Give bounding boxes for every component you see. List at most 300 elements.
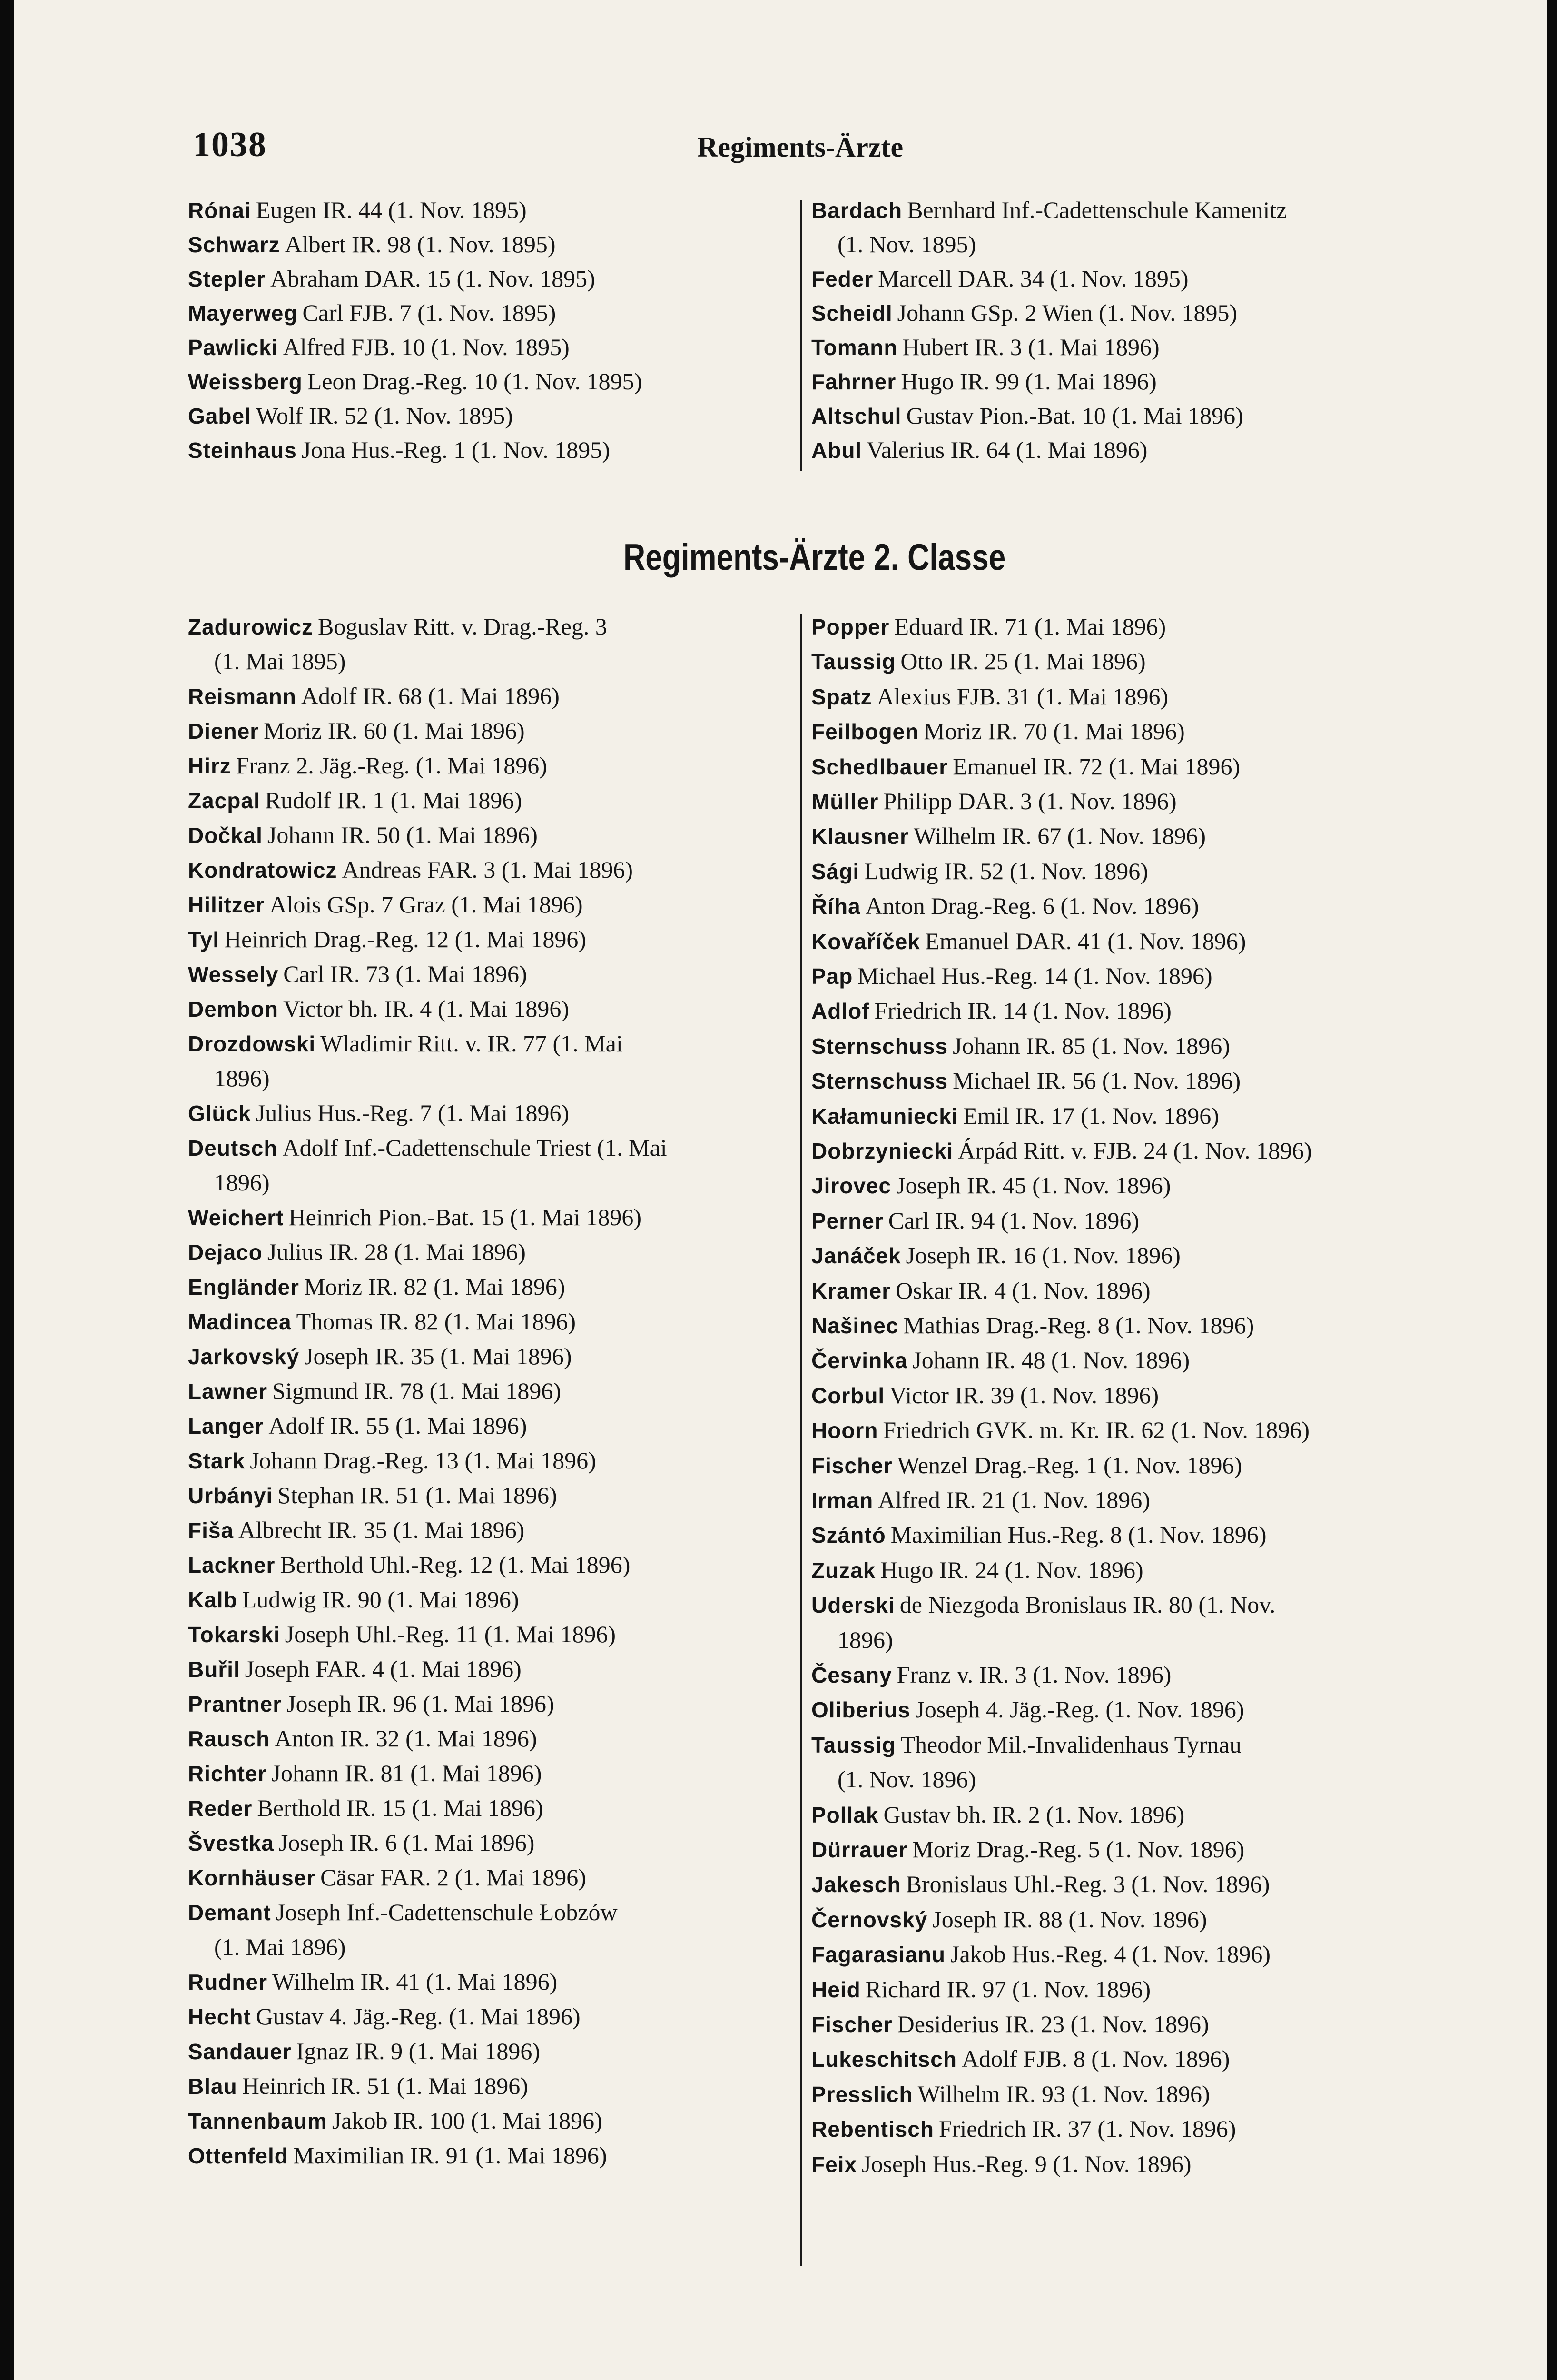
top-column-divider <box>800 200 802 471</box>
entry-details: Adolf IR. 68 (1. Mai 1896) <box>301 683 560 709</box>
entry-details: Wilhelm IR. 67 (1. Nov. 1896) <box>913 823 1206 850</box>
list-item <box>188 1828 534 1858</box>
surname: Spatz <box>811 684 872 709</box>
list-item <box>188 1515 524 1545</box>
surname: Dürrauer <box>811 1837 908 1862</box>
surname: Jakesch <box>811 1872 901 1897</box>
list-item <box>811 1660 1171 1690</box>
surname: Hilitzer <box>188 892 265 917</box>
surname: Klausner <box>811 824 909 849</box>
surname: Madincea <box>188 1309 292 1334</box>
entry-details: Moriz IR. 70 (1. Mai 1896) <box>924 718 1185 745</box>
list-item <box>811 264 1188 294</box>
top-right-column <box>811 195 1520 481</box>
list-item <box>811 1904 1207 1934</box>
list-item <box>811 1590 1275 1620</box>
top-left-column <box>188 195 797 481</box>
surname: Adlof <box>811 999 870 1024</box>
surname: Reder <box>188 1796 253 1821</box>
list-item <box>188 1689 554 1719</box>
list-item <box>188 1724 537 1754</box>
entry-details: Gustav 4. Jäg.-Reg. (1. Mai 1896) <box>256 2003 581 2030</box>
surname: Červinka <box>811 1348 908 1373</box>
surname: Zadurowicz <box>188 615 314 639</box>
surname: Dobrzyniecki <box>811 1139 954 1163</box>
entry-details: (1. Nov. 1896) <box>838 1766 976 1793</box>
surname: Rónai <box>188 198 251 223</box>
list-item <box>188 2106 602 2136</box>
entry-details: Carl IR. 73 (1. Mai 1896) <box>283 961 527 987</box>
surname: Abul <box>811 438 862 463</box>
entry-details: Joseph IR. 16 (1. Nov. 1896) <box>906 1242 1181 1269</box>
list-item <box>811 332 1160 362</box>
list-item <box>811 1869 1270 1899</box>
surname: Tokarski <box>188 1622 280 1647</box>
list-item <box>811 1974 1151 2004</box>
surname: Heid <box>811 1977 861 2002</box>
list-item <box>811 926 1246 956</box>
surname: Lukeschitsch <box>811 2047 957 2072</box>
entry-details: Alois GSp. 7 Graz (1. Mai 1896) <box>269 891 583 918</box>
surname: Pollak <box>811 1802 879 1827</box>
surname: Feilbogen <box>811 719 919 744</box>
entry-details: 1896) <box>214 1169 270 1196</box>
surname: Tyl <box>188 927 220 952</box>
list-item <box>188 994 569 1024</box>
entry-details: Jakob IR. 100 (1. Mai 1896) <box>332 2107 602 2134</box>
entry-details: Abraham DAR. 15 (1. Nov. 1895) <box>270 265 595 292</box>
surname: Lawner <box>188 1379 268 1404</box>
list-item <box>188 1446 596 1476</box>
entry-details: Rudolf IR. 1 (1. Mai 1896) <box>265 787 522 813</box>
entry-details: Joseph IR. 88 (1. Nov. 1896) <box>932 1905 1207 1933</box>
surname: Jirovec <box>811 1173 892 1199</box>
entry-details: Emil IR. 17 (1. Nov. 1896) <box>963 1102 1219 1129</box>
list-item <box>811 1450 1242 1480</box>
entry-details: Michael Hus.-Reg. 14 (1. Nov. 1896) <box>857 962 1212 989</box>
surname: Janáček <box>811 1243 901 1269</box>
entry-details: Hubert IR. 3 (1. Mai 1896) <box>902 334 1160 360</box>
running-title: Regiments-Ärzte <box>697 131 904 163</box>
surname: Scheidl <box>811 301 893 326</box>
entry-details: Johann GSp. 2 Wien (1. Nov. 1895) <box>897 299 1238 326</box>
entry-details: Ludwig IR. 52 (1. Nov. 1896) <box>864 857 1148 884</box>
list-item <box>811 435 1147 465</box>
surname: Fahrner <box>811 369 897 394</box>
entry-details: Wilhelm IR. 93 (1. Nov. 1896) <box>917 2080 1210 2107</box>
entry-details: Wilhelm IR. 41 (1. Mai 1896) <box>272 1968 558 1995</box>
list-item <box>188 1133 667 1163</box>
surname: Sandauer <box>188 2039 292 2064</box>
list-item <box>188 890 583 920</box>
entry-details: (1. Mai 1896) <box>214 1934 346 1960</box>
list-item <box>188 264 595 294</box>
entry-details: de Niezgoda Bronislaus IR. 80 (1. Nov. <box>899 1591 1276 1618</box>
list-item-continuation <box>811 1625 893 1655</box>
list-item <box>811 1380 1159 1410</box>
surname: Dejaco <box>188 1240 263 1265</box>
list-item <box>188 1897 618 1927</box>
surname: Perner <box>811 1208 884 1233</box>
entry-details: Julius IR. 28 (1. Mai 1896) <box>267 1239 526 1265</box>
list-item <box>811 1310 1254 1340</box>
surname: Lackner <box>188 1553 276 1577</box>
entry-details: Victor IR. 39 (1. Nov. 1896) <box>889 1381 1159 1408</box>
list-item <box>811 752 1240 782</box>
surname: Tannenbaum <box>188 2109 327 2133</box>
list-item <box>188 2002 581 2032</box>
entry-details: Moriz IR. 82 (1. Mai 1896) <box>304 1273 565 1300</box>
list-item <box>811 786 1177 816</box>
entry-details: 1896) <box>214 1065 270 1091</box>
entry-details: 1896) <box>838 1626 893 1653</box>
surname: Fiša <box>188 1518 234 1543</box>
list-item <box>188 1341 572 1371</box>
list-item <box>811 298 1237 328</box>
entry-details: Emanuel IR. 72 (1. Mai 1896) <box>953 753 1241 780</box>
list-item <box>811 1730 1242 1760</box>
left-column <box>188 612 797 2278</box>
entry-details: Moriz IR. 60 (1. Mai 1896) <box>264 717 525 744</box>
surname: Sternschuss <box>811 1033 948 1059</box>
entry-details: Heinrich Drag.-Reg. 12 (1. Mai 1896) <box>224 926 586 952</box>
entry-details: Andreas FAR. 3 (1. Mai 1896) <box>342 856 633 883</box>
list-item-continuation <box>188 1063 270 1093</box>
list-item <box>811 716 1185 746</box>
surname: Demant <box>188 1900 271 1925</box>
entry-details: Joseph FAR. 4 (1. Mai 1896) <box>245 1656 522 1682</box>
list-item <box>811 1240 1181 1270</box>
list-item <box>188 1307 576 1337</box>
entry-details: Ignaz IR. 9 (1. Mai 1896) <box>296 2038 541 2064</box>
surname: Kovaříček <box>811 929 920 954</box>
surname: Rudner <box>188 1970 267 1994</box>
list-item <box>811 2079 1210 2109</box>
surname: Blau <box>188 2074 237 2099</box>
entry-details: Adolf IR. 55 (1. Mai 1896) <box>268 1412 527 1439</box>
list-item <box>811 2009 1209 2039</box>
entry-details: Gustav Pion.-Bat. 10 (1. Mai 1896) <box>906 402 1243 429</box>
surname: Corbul <box>811 1383 885 1408</box>
entry-details: Joseph Inf.-Cadettenschule Łobzów <box>276 1899 618 1925</box>
entry-details: Michael IR. 56 (1. Nov. 1896) <box>953 1067 1241 1094</box>
entry-details: Wolf IR. 52 (1. Nov. 1895) <box>256 402 513 429</box>
entry-details: Alfred IR. 21 (1. Nov. 1896) <box>878 1487 1150 1513</box>
list-item <box>188 1654 522 1684</box>
list-item <box>188 855 633 885</box>
surname: Hecht <box>188 2004 251 2029</box>
surname: Ottenfeld <box>188 2143 288 2168</box>
list-item <box>811 821 1206 851</box>
entry-details: Emanuel DAR. 41 (1. Nov. 1896) <box>925 927 1246 954</box>
list-item <box>811 1066 1241 1096</box>
surname: Szántó <box>811 1523 886 1548</box>
surname: Popper <box>811 615 890 639</box>
list-item <box>188 435 610 465</box>
surname: Pap <box>811 964 853 989</box>
list-item <box>811 1170 1171 1200</box>
list-item <box>188 1411 527 1441</box>
entry-details: Maximilian IR. 91 (1. Mai 1896) <box>293 2142 607 2169</box>
surname: Diener <box>188 719 259 744</box>
entry-details: Johann Drag.-Reg. 13 (1. Mai 1896) <box>250 1447 596 1474</box>
surname: Fagarasianu <box>811 1942 946 1967</box>
list-item <box>811 996 1172 1026</box>
surname: Taussig <box>811 1732 896 1757</box>
list-item <box>811 961 1212 991</box>
list-item <box>811 1206 1139 1236</box>
entry-details: Johann IR. 50 (1. Mai 1896) <box>267 822 538 848</box>
page-number: 1038 <box>193 125 267 164</box>
list-item <box>188 924 586 954</box>
entry-details: Valerius IR. 64 (1. Mai 1896) <box>867 436 1148 463</box>
entry-details: Anton IR. 32 (1. Mai 1896) <box>275 1725 537 1752</box>
list-item <box>811 1485 1150 1515</box>
surname: Deutsch <box>188 1136 278 1160</box>
entry-details: Bernhard Inf.-Cadettenschule Kamenitz <box>907 197 1287 223</box>
list-item <box>811 1415 1310 1445</box>
entry-details: Cäsar FAR. 2 (1. Mai 1896) <box>320 1864 586 1891</box>
entry-details: Wenzel Drag.-Reg. 1 (1. Nov. 1896) <box>897 1451 1242 1478</box>
list-item <box>188 1098 569 1128</box>
list-item <box>811 1555 1143 1585</box>
entry-details: Victor bh. IR. 4 (1. Mai 1896) <box>283 995 570 1022</box>
surname: Tomann <box>811 335 898 360</box>
list-item <box>188 2071 528 2101</box>
surname: Kondratowicz <box>188 858 337 883</box>
surname: Stepler <box>188 267 266 291</box>
surname: Hirz <box>188 754 231 778</box>
list-item <box>188 1967 557 1997</box>
list-item <box>811 612 1166 642</box>
list-item <box>188 1619 616 1649</box>
entry-details: Berthold Uhl.-Reg. 12 (1. Mai 1896) <box>280 1551 631 1578</box>
entry-details: Joseph IR. 6 (1. Mai 1896) <box>278 1829 535 1856</box>
entry-details: Joseph IR. 96 (1. Mai 1896) <box>286 1690 554 1717</box>
list-item <box>188 1272 565 1302</box>
entry-details: Maximilian Hus.-Reg. 8 (1. Nov. 1896) <box>890 1521 1267 1548</box>
list-item <box>188 298 556 328</box>
list-item <box>811 682 1168 712</box>
list-item <box>188 2036 540 2066</box>
surname: Steinhaus <box>188 438 297 463</box>
entry-details: Mathias Drag.-Reg. 8 (1. Nov. 1896) <box>903 1312 1254 1339</box>
list-item <box>188 785 522 815</box>
entry-details: (1. Nov. 1895) <box>838 231 976 258</box>
surname: Gabel <box>188 404 251 428</box>
entry-details: Alexius FJB. 31 (1. Mai 1896) <box>877 683 1169 710</box>
list-item <box>811 1031 1230 1061</box>
entry-details: Bronislaus Uhl.-Reg. 3 (1. Nov. 1896) <box>906 1871 1270 1898</box>
entry-details: Albrecht IR. 35 (1. Mai 1896) <box>238 1517 525 1543</box>
entry-details: Richard IR. 97 (1. Nov. 1896) <box>865 1975 1151 2003</box>
surname: Sági <box>811 859 860 884</box>
entry-details: Theodor Mil.-Invalidenhaus Tyrnau <box>900 1731 1242 1758</box>
entry-details: Eduard IR. 71 (1. Mai 1896) <box>894 613 1166 640</box>
surname: Rebentisch <box>811 2117 934 2142</box>
entry-details: Johann IR. 81 (1. Mai 1896) <box>271 1760 542 1786</box>
surname: Říha <box>811 894 861 919</box>
entry-details: Alfred FJB. 10 (1. Nov. 1895) <box>283 334 570 360</box>
entry-details: Hugo IR. 24 (1. Nov. 1896) <box>880 1556 1143 1583</box>
surname: Feder <box>811 267 874 291</box>
list-item-continuation <box>188 1168 270 1197</box>
entry-details: Heinrich IR. 51 (1. Mai 1896) <box>242 2073 528 2099</box>
entry-details: Adolf Inf.-Cadettenschule Triest (1. Mai <box>282 1134 667 1161</box>
entry-details: Julius Hus.-Reg. 7 (1. Mai 1896) <box>256 1100 570 1126</box>
surname: Černovský <box>811 1907 928 1932</box>
entry-details: Leon Drag.-Reg. 10 (1. Nov. 1895) <box>307 368 642 395</box>
list-item <box>188 1758 542 1788</box>
surname: Jarkovský <box>188 1344 300 1369</box>
entry-details: Friedrich IR. 37 (1. Nov. 1896) <box>938 2115 1236 2142</box>
entry-details: Franz 2. Jäg.-Reg. (1. Mai 1896) <box>236 752 547 779</box>
list-item <box>811 195 1287 225</box>
entry-details: Hugo IR. 99 (1. Mai 1896) <box>901 368 1157 395</box>
entry-details: Sigmund IR. 78 (1. Mai 1896) <box>272 1378 561 1404</box>
surname: Glück <box>188 1101 251 1126</box>
list-item <box>188 1029 623 1059</box>
entry-details: Ludwig IR. 90 (1. Mai 1896) <box>242 1586 519 1613</box>
list-item <box>811 2114 1236 2144</box>
entry-details: Boguslav Ritt. v. Drag.-Reg. 3 <box>318 613 607 640</box>
surname: Sternschuss <box>811 1069 948 1094</box>
surname: Richter <box>188 1761 267 1786</box>
surname: Altschul <box>811 404 902 428</box>
entry-details: Franz v. IR. 3 (1. Nov. 1896) <box>897 1661 1172 1688</box>
surname: Fischer <box>811 1453 893 1478</box>
entry-details: Heinrich Pion.-Bat. 15 (1. Mai 1896) <box>288 1204 641 1230</box>
list-item <box>811 1800 1184 1830</box>
list-item <box>811 856 1148 886</box>
surname: Urbányi <box>188 1483 273 1508</box>
entry-details: Adolf FJB. 8 (1. Nov. 1896) <box>962 2045 1230 2073</box>
surname: Weissberg <box>188 369 303 394</box>
list-item <box>811 1345 1190 1375</box>
list-item <box>188 751 547 781</box>
surname: Kalb <box>188 1587 237 1612</box>
list-item <box>811 1101 1219 1131</box>
list-item <box>811 891 1199 921</box>
surname: Engländer <box>188 1275 299 1299</box>
surname: Našinec <box>811 1313 899 1338</box>
entry-details: Wladimir Ritt. v. IR. 77 (1. Mai <box>320 1030 623 1057</box>
list-item <box>188 820 538 850</box>
surname: Dembon <box>188 997 278 1021</box>
surname: Kałamuniecki <box>811 1103 958 1129</box>
list-item <box>811 401 1243 431</box>
list-item <box>188 1237 526 1267</box>
list-item <box>188 716 525 746</box>
list-item <box>188 681 560 711</box>
entry-details: Oskar IR. 4 (1. Nov. 1896) <box>896 1277 1151 1304</box>
entry-details: Otto IR. 25 (1. Mai 1896) <box>900 648 1146 675</box>
surname: Prantner <box>188 1692 282 1716</box>
surname: Mayerweg <box>188 301 298 326</box>
list-item <box>188 229 556 259</box>
surname: Feix <box>811 2152 857 2177</box>
surname: Fischer <box>811 2012 893 2037</box>
surname: Dočkal <box>188 823 263 848</box>
surname: Langer <box>188 1414 264 1438</box>
entry-details: (1. Mai 1895) <box>214 648 346 674</box>
surname: Zuzak <box>811 1557 876 1583</box>
entry-details: Albert IR. 98 (1. Nov. 1895) <box>285 231 556 258</box>
entry-details: Joseph Uhl.-Reg. 11 (1. Mai 1896) <box>285 1621 616 1647</box>
entry-details: Joseph Hus.-Reg. 9 (1. Nov. 1896) <box>862 2150 1192 2177</box>
surname: Kornhäuser <box>188 1865 316 1890</box>
list-item-continuation <box>811 229 976 259</box>
surname: Česany <box>811 1663 892 1687</box>
surname: Stark <box>188 1448 246 1473</box>
page <box>14 0 1547 2380</box>
entry-details: Berthold IR. 15 (1. Mai 1896) <box>257 1795 543 1821</box>
surname: Reismann <box>188 684 296 709</box>
entry-details: Desiderius IR. 23 (1. Nov. 1896) <box>897 2011 1209 2037</box>
list-item <box>811 646 1146 676</box>
list-item <box>188 2141 607 2171</box>
entry-details: Marcell DAR. 34 (1. Nov. 1895) <box>878 265 1189 292</box>
list-item <box>188 195 527 225</box>
surname: Drozdowski <box>188 1031 316 1056</box>
surname: Hoorn <box>811 1418 878 1443</box>
entry-details: Joseph 4. Jäg.-Reg. (1. Nov. 1896) <box>915 1696 1244 1723</box>
entry-details: Johann IR. 85 (1. Nov. 1896) <box>953 1032 1230 1059</box>
list-item-continuation <box>188 646 345 676</box>
entry-details: Stephan IR. 51 (1. Mai 1896) <box>277 1482 557 1508</box>
entry-details: Moriz Drag.-Reg. 5 (1. Nov. 1896) <box>912 1836 1245 1863</box>
list-item <box>188 1793 543 1823</box>
surname: Oliberius <box>811 1697 911 1723</box>
list-item <box>188 612 607 642</box>
surname: Weichert <box>188 1205 284 1230</box>
surname: Müller <box>811 789 879 814</box>
list-item <box>811 367 1157 397</box>
surname: Švestka <box>188 1831 274 1855</box>
list-item <box>811 1520 1267 1550</box>
entry-details: Thomas IR. 82 (1. Mai 1896) <box>296 1308 576 1335</box>
entry-details: Eugen IR. 44 (1. Nov. 1895) <box>256 197 527 223</box>
entry-details: Friedrich IR. 14 (1. Nov. 1896) <box>874 997 1172 1024</box>
list-item-continuation <box>811 1765 976 1794</box>
entry-details: Philipp DAR. 3 (1. Nov. 1896) <box>883 788 1177 814</box>
entry-details: Anton Drag.-Reg. 6 (1. Nov. 1896) <box>865 892 1199 920</box>
entry-details: Johann IR. 48 (1. Nov. 1896) <box>912 1347 1190 1374</box>
surname: Wessely <box>188 962 279 987</box>
entry-details: Carl FJB. 7 (1. Nov. 1895) <box>302 299 556 326</box>
list-item <box>188 401 513 431</box>
list-item <box>811 1939 1271 1969</box>
list-item <box>188 1480 557 1510</box>
list-item <box>811 1276 1151 1306</box>
entry-details: Joseph IR. 45 (1. Nov. 1896) <box>896 1172 1171 1199</box>
list-item <box>811 1695 1244 1725</box>
list-item <box>188 367 642 397</box>
list-item <box>811 2044 1230 2074</box>
entry-details: Gustav bh. IR. 2 (1. Nov. 1896) <box>883 1801 1185 1828</box>
surname: Bardach <box>811 198 903 223</box>
main-column-divider <box>800 614 802 2266</box>
entry-details: Jona Hus.-Reg. 1 (1. Nov. 1895) <box>301 436 610 463</box>
list-item-continuation <box>188 1932 345 1962</box>
right-column <box>811 612 1520 2278</box>
list-item <box>188 1202 641 1232</box>
surname: Uderski <box>811 1593 895 1618</box>
entry-details: Friedrich GVK. m. Kr. IR. 62 (1. Nov. 1896) <box>883 1417 1310 1444</box>
list-item <box>188 1585 519 1615</box>
list-item <box>811 1835 1244 1864</box>
surname: Rausch <box>188 1726 270 1751</box>
